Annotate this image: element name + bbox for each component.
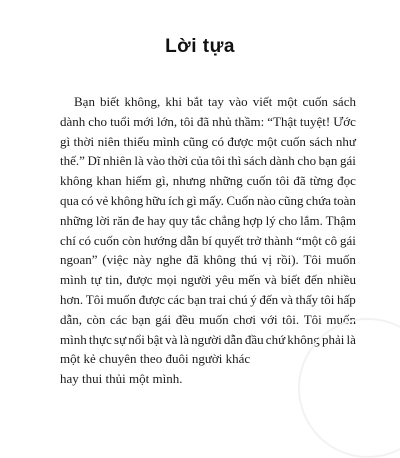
text-line: ngoan” (việc này nghe đã không thú vị rồi). Tôi muốn: [60, 252, 356, 268]
text-line: một kẻ chuyên theo đuôi người khác: [60, 351, 251, 367]
text-line: qua có vẻ không hữu ích gì mấy. Cuốn nào cũng chứa toàn: [60, 192, 356, 208]
text-line: hay thui thủi một mình.: [60, 371, 183, 387]
text-line: không khan hiếm gì, nhưng những cuốn tôi đã từng đọc: [60, 173, 356, 189]
text-line: dành cho tuổi mới lớn, tôi đã nhủ thầm: “Thật tuyệt! Ước: [60, 113, 356, 129]
text-line: dẫn, còn các bạn gái đều muốn chơi với tôi. Tôi muốn: [60, 311, 356, 327]
text-line: mình thực sự nổi bật và là người dẫn đầu chứ không phải là: [60, 331, 356, 347]
page-title: Lời tựa: [165, 36, 235, 57]
text-line: Bạn biết không, khi bắt tay vào viết một cuốn sách: [74, 94, 356, 109]
text-line: những lời răn đe hay quy tắc chẳng hợp lý cho lắm. Thậm: [60, 212, 356, 228]
text-line: thế.” Dĩ nhiên là vào thời của tôi thì sách dành cho bạn gái: [60, 153, 356, 169]
text-line: gì thời niên thiếu mình cũng có được một cuốn sách như: [60, 133, 356, 149]
text-line: chí có cuốn còn hướng dẫn bí quyết trở thành “một cô gái: [60, 232, 356, 248]
text-line: hơn. Tôi muốn được các bạn trai chú ý đến và thấy tôi hấp: [60, 291, 356, 307]
text-line: mình tự tin, được mọi người yêu mến và biết đến nhiều: [60, 272, 356, 288]
